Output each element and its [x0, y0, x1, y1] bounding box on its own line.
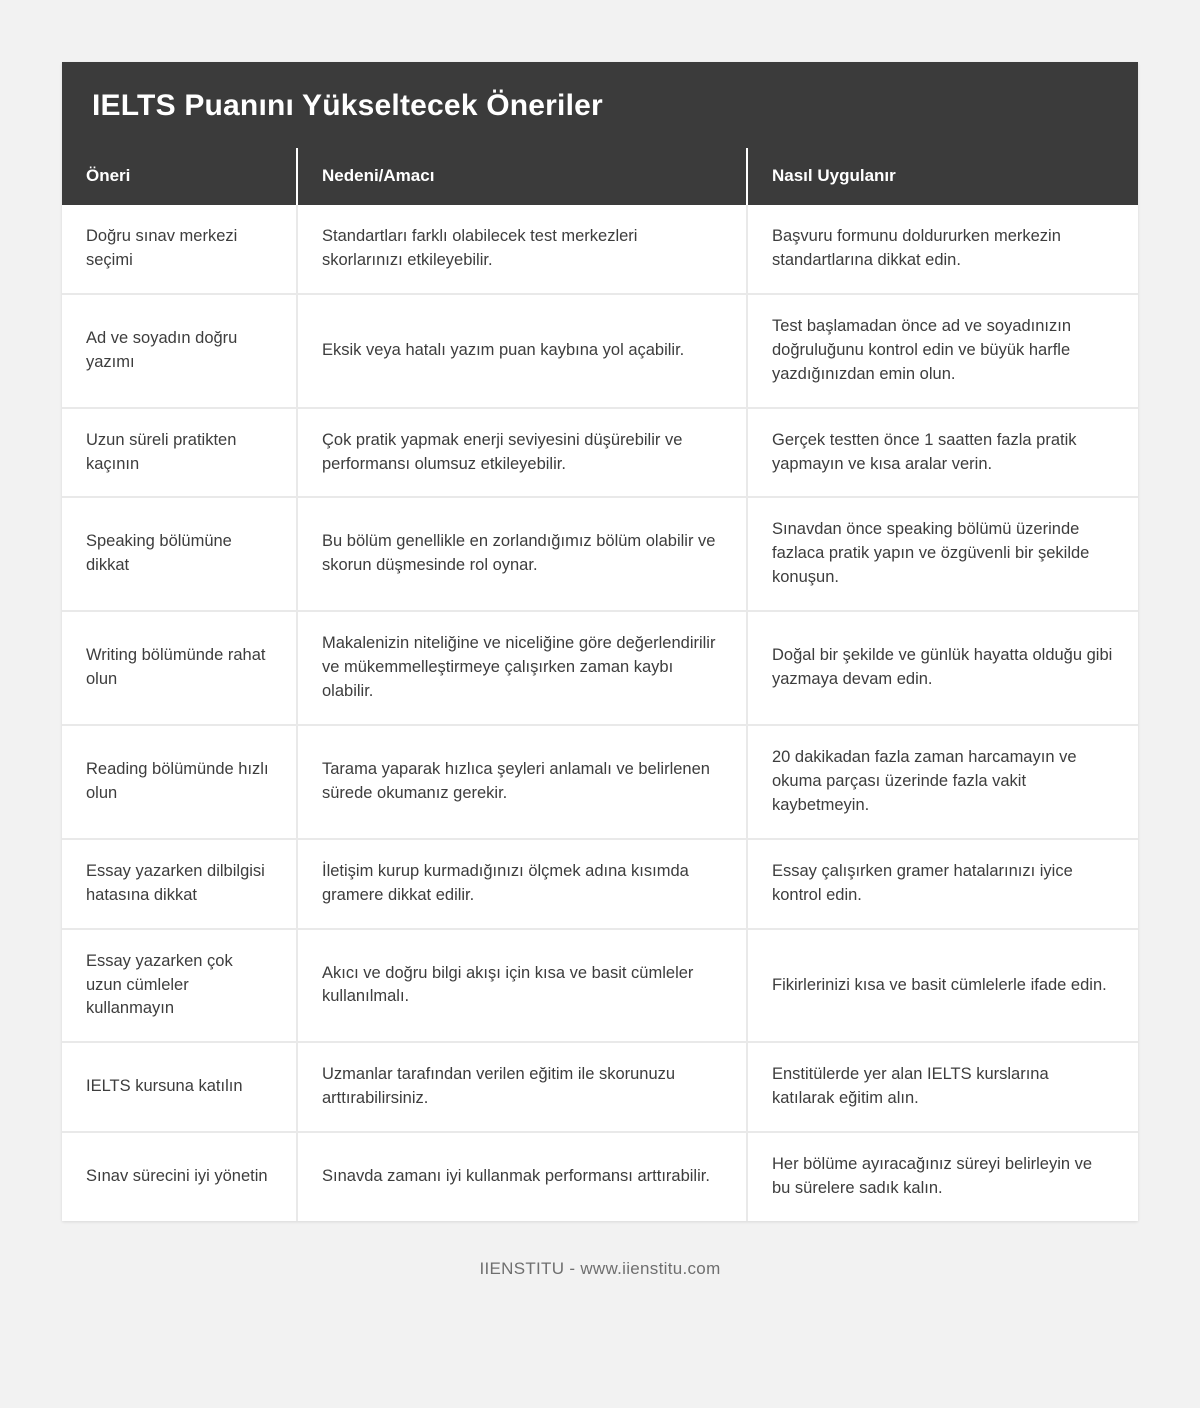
content-card [62, 62, 1138, 1221]
table-header [62, 148, 1138, 205]
cell-oneri: Doğru sınav merkezi seçimi [62, 205, 297, 294]
cell-nasil: 20 dakikadan fazla zaman harcamayın ve okuma parçası üzerinde fazla vakit kaybetmeyin. [747, 725, 1138, 839]
table-row [62, 408, 1138, 498]
cell-oneri: Writing bölümünde rahat olun [62, 611, 297, 725]
cell-oneri: IELTS kursuna katılın [62, 1042, 297, 1132]
cell-nasil: Test başlamadan önce ad ve soyadınızın doğruluğunu kontrol edin ve büyük harfle yazdığınızdan emin olun. [747, 294, 1138, 408]
cell-nasil: Başvuru formunu doldururken merkezin standartlarına dikkat edin. [747, 205, 1138, 294]
page-title: IELTS Puanını Yükseltecek Öneriler [92, 89, 603, 122]
column-header-oneri: Öneri [62, 148, 297, 205]
title-bar [62, 62, 1138, 148]
footer-credit: IIENSTITU - www.iienstitu.com [479, 1259, 721, 1279]
table-row [62, 1132, 1138, 1221]
cell-oneri: Reading bölümünde hızlı olun [62, 725, 297, 839]
table-row [62, 725, 1138, 839]
cell-oneri: Sınav sürecini iyi yönetin [62, 1132, 297, 1221]
cell-nedeni: Uzmanlar tarafından verilen eğitim ile skorunuzu arttırabilirsiniz. [297, 1042, 747, 1132]
cell-nasil: Fikirlerinizi kısa ve basit cümlelerle ifade edin. [747, 929, 1138, 1043]
cell-nasil: Essay çalışırken gramer hatalarınızı iyice kontrol edin. [747, 839, 1138, 929]
table-row [62, 929, 1138, 1043]
cell-nedeni: Çok pratik yapmak enerji seviyesini düşürebilir ve performansı olumsuz etkileyebilir. [297, 408, 747, 498]
table-row [62, 205, 1138, 294]
cell-nedeni: Makalenizin niteliğine ve niceliğine göre değerlendirilir ve mükemmelleştirmeye çalışırken zaman kaybı olabilir. [297, 611, 747, 725]
cell-oneri: Uzun süreli pratikten kaçının [62, 408, 297, 498]
table-header-row [62, 148, 1138, 205]
cell-nedeni: Standartları farklı olabilecek test merkezleri skorlarınızı etkileyebilir. [297, 205, 747, 294]
column-header-nasil-uygulanir: Nasıl Uygulanır [747, 148, 1138, 205]
cell-oneri: Essay yazarken çok uzun cümleler kullanmayın [62, 929, 297, 1043]
cell-nasil: Doğal bir şekilde ve günlük hayatta olduğu gibi yazmaya devam edin. [747, 611, 1138, 725]
table-row [62, 839, 1138, 929]
cell-nedeni: Sınavda zamanı iyi kullanmak performansı arttırabilir. [297, 1132, 747, 1221]
tips-table [62, 148, 1138, 1221]
cell-nedeni: İletişim kurup kurmadığınızı ölçmek adına kısımda gramere dikkat edilir. [297, 839, 747, 929]
table-row [62, 611, 1138, 725]
cell-nedeni: Tarama yaparak hızlıca şeyleri anlamalı ve belirlenen sürede okumanız gerekir. [297, 725, 747, 839]
cell-oneri: Speaking bölümüne dikkat [62, 497, 297, 611]
table-row [62, 497, 1138, 611]
cell-oneri: Ad ve soyadın doğru yazımı [62, 294, 297, 408]
cell-nedeni: Akıcı ve doğru bilgi akışı için kısa ve basit cümleler kullanılmalı. [297, 929, 747, 1043]
cell-nasil: Enstitülerde yer alan IELTS kurslarına katılarak eğitim alın. [747, 1042, 1138, 1132]
cell-nasil: Sınavdan önce speaking bölümü üzerinde fazlaca pratik yapın ve özgüvenli bir şekilde konuşun. [747, 497, 1138, 611]
cell-nasil: Gerçek testten önce 1 saatten fazla pratik yapmayın ve kısa aralar verin. [747, 408, 1138, 498]
cell-nedeni: Bu bölüm genellikle en zorlandığımız bölüm olabilir ve skorun düşmesinde rol oynar. [297, 497, 747, 611]
table-body [62, 205, 1138, 1221]
cell-nedeni: Eksik veya hatalı yazım puan kaybına yol açabilir. [297, 294, 747, 408]
table-row [62, 1042, 1138, 1132]
cell-nasil: Her bölüme ayıracağınız süreyi belirleyin ve bu sürelere sadık kalın. [747, 1132, 1138, 1221]
table-row [62, 294, 1138, 408]
cell-oneri: Essay yazarken dilbilgisi hatasına dikkat [62, 839, 297, 929]
column-header-nedeni-amaci: Nedeni/Amacı [297, 148, 747, 205]
